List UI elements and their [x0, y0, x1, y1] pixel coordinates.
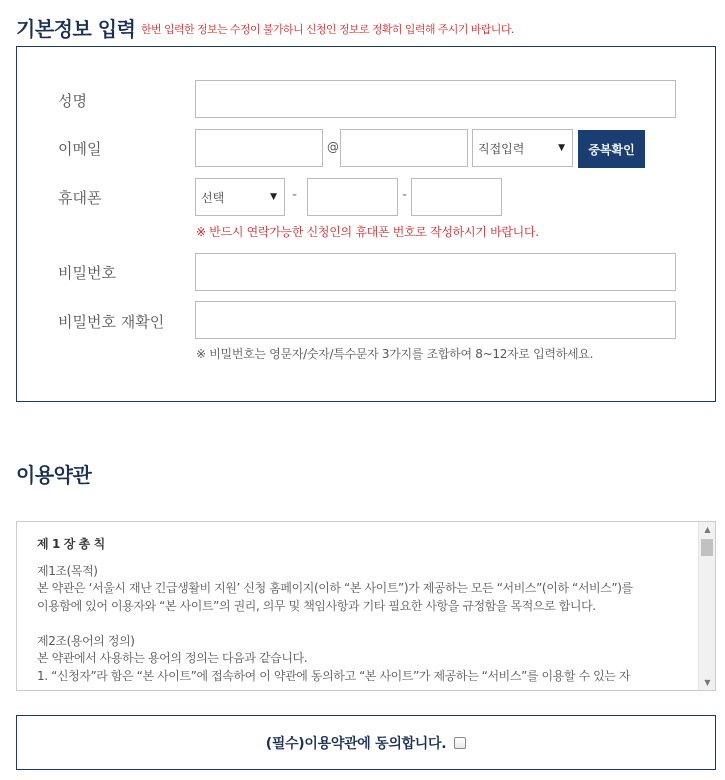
terms-line: [37, 615, 691, 633]
terms-line: 본 약관에서 사용하는 용어의 정의는 다음과 같습니다.: [37, 651, 308, 665]
basic-info-form: [16, 46, 716, 402]
phone-label: 휴대폰: [58, 189, 102, 207]
password-confirm-label: 비밀번호 재확인: [58, 313, 165, 331]
email-domain-select[interactable]: [472, 129, 573, 167]
scroll-thumb[interactable]: [701, 539, 713, 556]
phone-prefix-select-value: 선택: [201, 190, 225, 205]
phone-dash: -: [292, 187, 298, 203]
phone-middle-input[interactable]: [307, 178, 398, 216]
password-confirm-input[interactable]: [195, 301, 676, 339]
phone-dash: -: [402, 187, 408, 203]
email-id-input[interactable]: [195, 129, 323, 167]
name-label: 성명: [58, 92, 87, 110]
terms-chapter: 제 1 장 총 칙: [37, 537, 105, 551]
terms-line: 제1조(목적): [37, 563, 98, 578]
terms-agree-box: [16, 715, 716, 770]
password-note: ※ 비밀번호는 영문자/숫자/특수문자 3가지를 조합하여 8~12자로 입력하세요.: [196, 347, 594, 361]
phone-prefix-select[interactable]: [195, 178, 285, 216]
duplicate-check-button[interactable]: 중복확인: [578, 130, 645, 168]
terms-line: 제2조(용어의 정의): [37, 633, 135, 648]
terms-line: 본 약관은 ‘서울시 재난 긴급생활비 지원’ 신청 홈페이지(이하 “본 사이트”)가 제공하는 모든 “서비스”(이하 “서비스”)를: [37, 581, 633, 595]
chevron-down-icon: ▼: [270, 192, 277, 202]
email-label: 이메일: [58, 140, 102, 158]
name-input[interactable]: [195, 80, 676, 118]
terms-agree-label[interactable]: (필수)이용약관에 동의합니다.: [265, 735, 447, 752]
email-domain-input[interactable]: [340, 129, 468, 167]
email-at-sign: @: [327, 140, 339, 154]
basic-info-title: 기본정보 입력: [16, 17, 136, 41]
basic-info-notice: 한번 입력한 정보는 수정이 불가하니 신청인 정보로 정확히 입력해 주시기 바랍니다.: [141, 23, 514, 36]
phone-last-input[interactable]: [411, 178, 502, 216]
password-label: 비밀번호: [58, 264, 116, 282]
phone-note: ※ 반드시 연락가능한 신청인의 휴대폰 번호로 작성하시기 바랍니다.: [196, 225, 539, 239]
terms-title: 이용약관: [16, 463, 92, 487]
email-domain-select-value: 직접입력: [478, 141, 525, 156]
scroll-down-arrow-icon[interactable]: ▼: [704, 678, 711, 687]
terms-scroll-box[interactable]: [16, 521, 716, 691]
chevron-down-icon: ▼: [558, 143, 565, 153]
terms-agree-checkbox[interactable]: [454, 737, 466, 749]
terms-line: 이용함에 있어 이용자와 “본 사이트”의 권리, 의무 및 책임사항과 기타 필요한 사항을 규정함을 목적으로 합니다.: [37, 598, 596, 613]
terms-line: 1. “신청자”라 함은 “본 사이트”에 접속하여 이 약관에 동의하고 “본 사이트”가 제공하는 “서비스”를 이용할 수 있는 자: [37, 668, 631, 683]
scroll-up-arrow-icon[interactable]: ▲: [704, 525, 711, 534]
terms-content: [37, 536, 691, 685]
terms-scrollbar[interactable]: [698, 522, 715, 690]
password-input[interactable]: [195, 253, 676, 291]
